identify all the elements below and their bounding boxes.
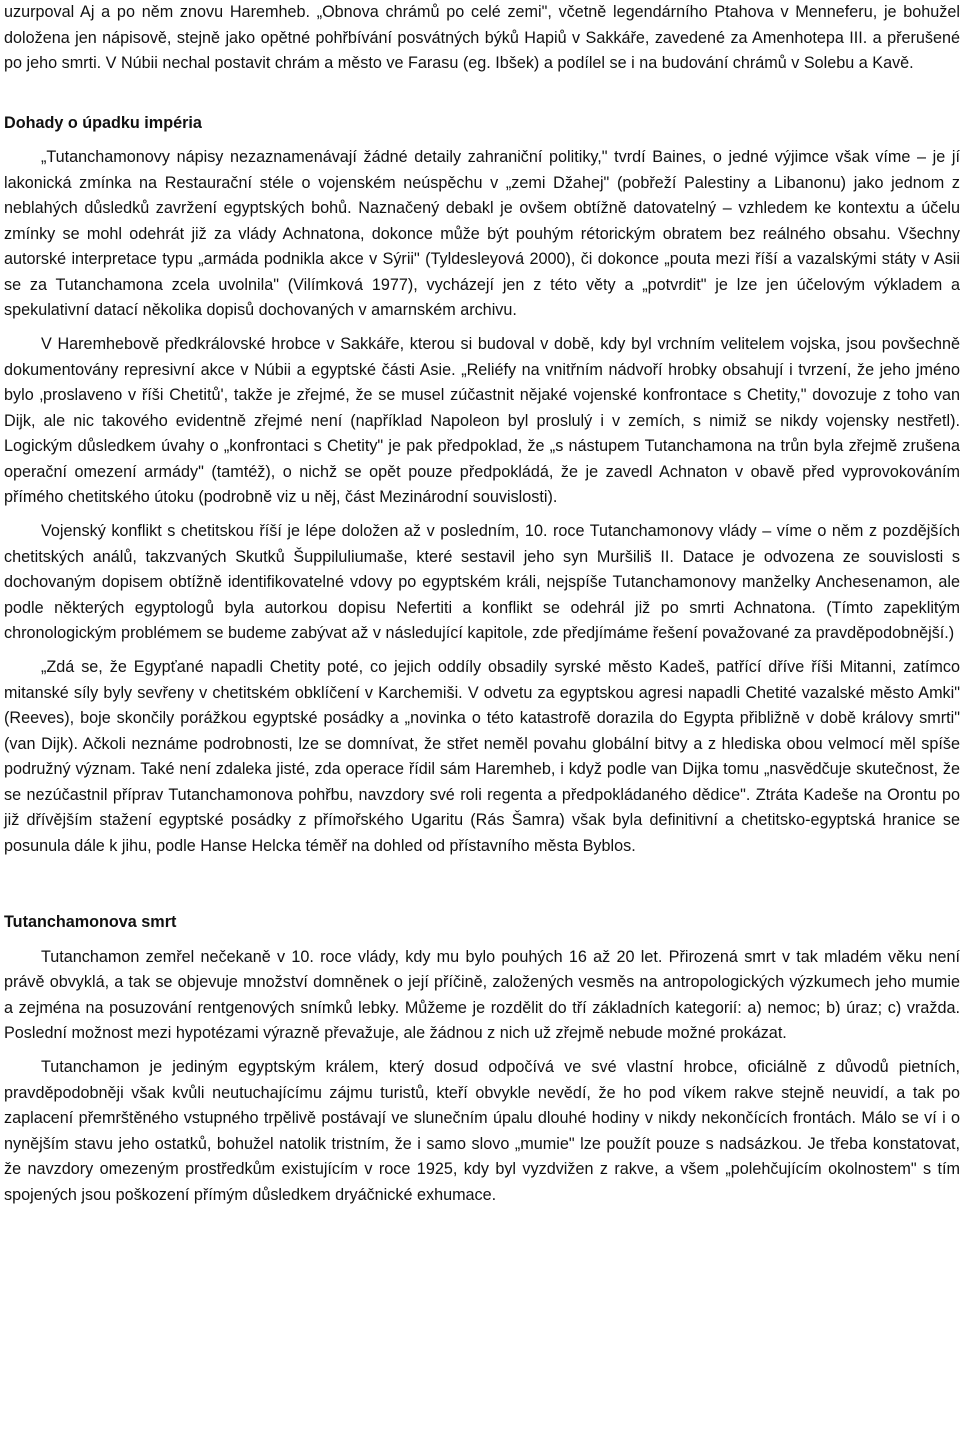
- paragraph: Tutanchamon zemřel nečekaně v 10. roce vlády, kdy mu bylo pouhých 16 až 20 let. Přirozená smrt v tak mladém věku není právě obvyklá, a tak se objevuje množství domněnek o její příčině, založených vesměs na antropologických výzkumech jeho mumie a zejména na posuzování rentgenových snímků lebky. Můžeme je rozdělit do tří základních kategorií: a) nemoc; b) úraz; c) vražda. Poslední možnost mezi hypotézami výrazně převažuje, ale žádnou z nich už zřejmě nebude možné prokázat.: [4, 947, 960, 1042]
- paragraph: Vojenský konflikt s chetitskou říší je lépe doložen až v posledním, 10. roce Tutanchamonovy vlády – víme o něm z pozdějších chetitských análů, takzvaných Skutků Šuppiluliumaše, které sestavil jeho syn Muršiliš II. Datace je odvozena ze souvislosti s dochovaným dopisem obtížně identifikovatelné vdovy po egyptském králi, nejspíše Tutanchamonovy manželky Anchesenamon, ale podle některých egyptologů byla autorkou dopisu Nefertiti a konflikt se odehrál již po smrti Achnatona. (Tímto zapeklitým chronologickým problémem se budeme zabývat až v následující kapitole, zde předjímáme řešení považované za pravděpodobnější.): [4, 522, 960, 642]
- paragraph: Tutanchamon je jediným egyptským králem, který dosud odpočívá ve své vlastní hrobce, oficiálně z důvodů pietních, pravděpodobněji však kvůli neutuchajícímu zájmu turistů, kteří obvykle nevědí, že ho pod víkem rakve stejně neuvidí, a tak po zaplacení přemrštěného vstupného trpělivě postávají ve slunečním úpalu dlouhé hodiny v nikdy nekončících frontách. Málo se ví i o nynějším stavu jeho ostatků, bohužel natolik tristním, že i samo slovo „mumie" lze použít pouze s nadsázkou. Je třeba konstatovat, že navzdory omezeným prostředkům existujícím v roce 1925, kdy byl vyzdvižen z rakve, a všem „polehčujícím okolnostem" s tím spojených jsou poškození přímým důsledkem dryáčnické exhumace.: [4, 1058, 960, 1204]
- paragraph: „Zdá se, že Egypťané napadli Chetity poté, co jejich oddíly obsadily syrské město Kadeš, patřící dříve říši Mitanni, zatímco mitanské síly byly sevřeny v chetitském obklíčení v Karchemiši. V odvetu za egyptskou agresi napadli Chetité vazalské město Amki" (Reeves), boje skončily porážkou egyptské posádky a „novinka o této katastrofě dorazila do Egypta přibližně v době královy smrti" (van Dijk). Ačkoli neznáme podrobnosti, lze se domnívat, že střet neměl povahu globální bitvy a z hlediska obou velmocí měl spíše podružný význam. Také není zdaleka jisté, zda operace řídil sám Haremheb, i když podle van Dijka tomu „nasvědčuje skutečnost, že se nezúčastnil příprav Tutanchamonova pohřbu, navzdory své roli regenta a předpokládaného dědice". Ztráta Kadeše na Orontu po již dřívějším stažení egyptské posádky z přímořského Ugaritu (Rás Šamra) však byla definitivní a chetitsko-egyptská hranice se posunula dále k jihu, podle Hanse Helcka téměř na dohled od přístavního města Byblos.: [4, 658, 960, 855]
- paragraph: „Tutanchamonovy nápisy nezaznamenávají žádné detaily zahraniční politiky," tvrdí Baines, o jedné výjimce však víme – je jí lakonická zmínka na Restaurační stéle o vojenském neúspěchu v „zemi Džahej" (pobřeží Palestiny a Libanonu) jako jednom z neblahých důsledků zavržení egyptských bohů. Naznačený debakl je ovšem obtížně datovatelný – vzhledem ke kontextu a účelu zmínky se mohl odehrát již za vlády Achnatona, dokonce může být pouhým rétorickým obratem bez reálného obsahu. Všechny autorské interpretace typu „armáda podnikla akce v Sýrii" (Tyldesleyová 2000), či dokonce „pouta mezi říší a vazalskými státy v Asii se za Tutanchamona zcela uvolnila" (Vilímková 1977), vycházejí jen z této věty a „potvrdit" je lze jen účelovým výkladem a spekulativní datací několika dopisů dochovaných v amarnském archivu.: [4, 148, 960, 319]
- section-heading: Tutanchamonova smrt: [4, 913, 177, 931]
- section-tutankhamun-death: [4, 910, 960, 1208]
- document-page: [4, 0, 960, 1208]
- intro-paragraph: uzurpoval Aj a po něm znovu Haremheb. „Obnova chrámů po celé zemi", včetně legendárního Ptahova v Menneferu, je bohužel doložena jen nápisově, stejně jako opětné pohřbívání posvátných býků Hapiů v Sakkáře, zavedené za Amenhotepa III. a přerušené po jeho smrti. V Núbii nechal postavit chrám a město ve Farasu (eg. Ibšek) a podílel se i na budování chrámů v Solebu a Kavě.: [4, 3, 960, 72]
- section-decline-of-empire: [4, 111, 960, 860]
- section-heading: Dohady o úpadku impéria: [4, 113, 202, 132]
- paragraph: V Haremhebově předkrálovské hrobce v Sakkáře, kterou si budoval v době, kdy byl vrchním velitelem vojska, jsou povšechně dokumentovány represivní akce v Núbii a egyptské části Asie. „Reliéfy na vnitřním nádvoří hrobky obsahují i tvrzení, že jeho jméno bylo ‚proslaveno v říši Chetitů', takže je zřejmé, že se musel zúčastnit nějaké vojenské konfrontace s Chetity," dovozuje z toho van Dijk, ale nic takového evidentně zřejmé není (například Napoleon byl proslulý i v zemích, s nimiž se nikdy vojensky nestřetl). Logickým důsledkem úvahy o „konfrontaci s Chetity" je pak předpoklad, že „s nástupem Tutanchamona na trůn byla zřejmě zrušena operační omezení armády" (tamtéž), o nichž se opět pouze předpokládá, že je zavedl Achnaton v obavě před vyprovokováním přímého chetitského útoku (podrobně viz u něj, část Mezinárodní souvislosti).: [4, 335, 960, 506]
